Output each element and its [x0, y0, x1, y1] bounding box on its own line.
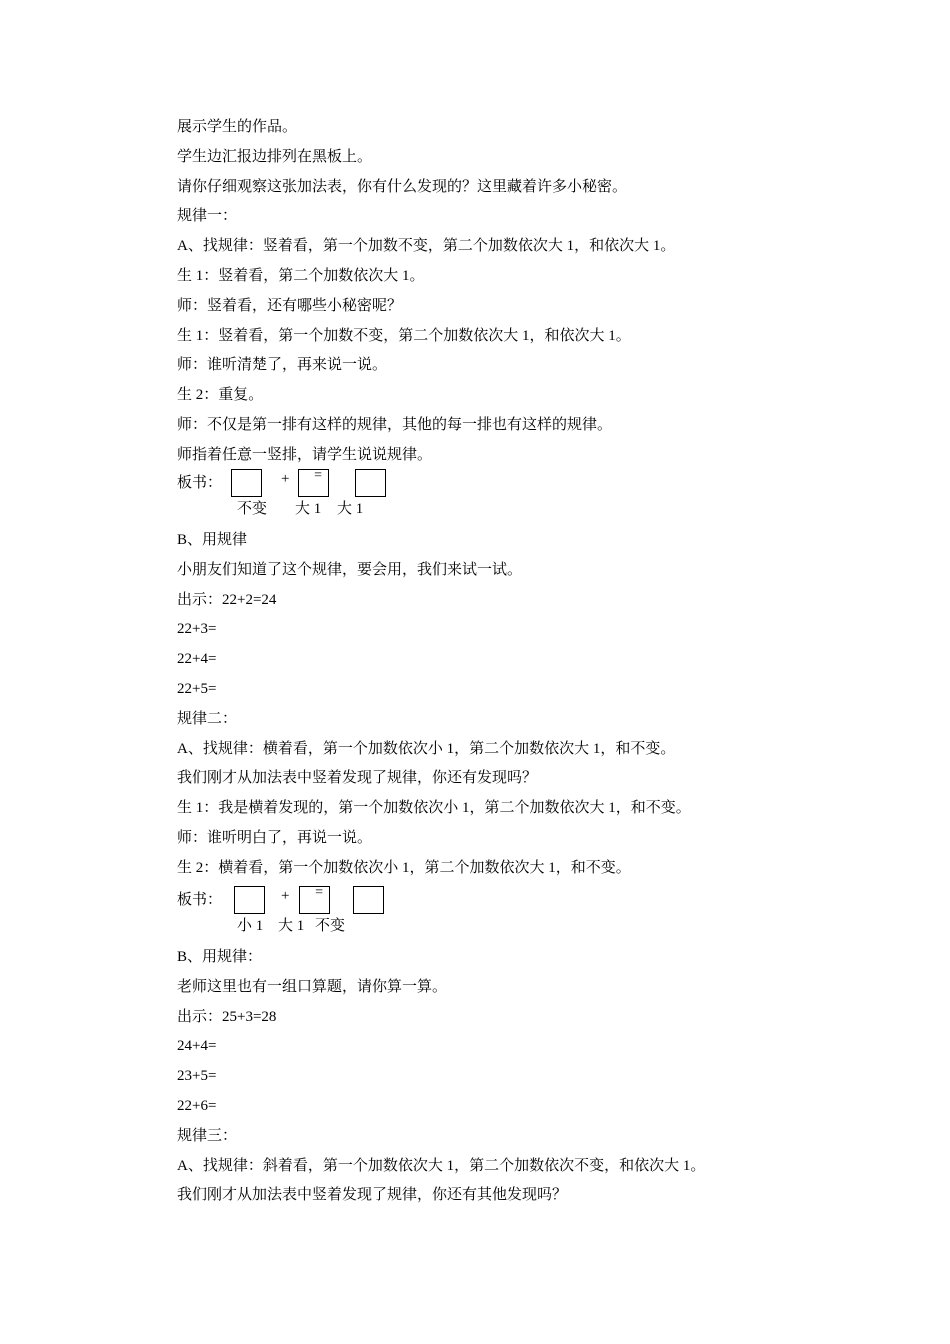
text-line: 小朋友们知道了这个规律，要会用，我们来试一试。 — [177, 561, 523, 578]
text-line: 生 2：横着看，第一个加数依次小 1，第二个加数依次大 1，和不变。 — [177, 859, 631, 876]
text-line: 师：谁听明白了，再说一说。 — [177, 830, 373, 846]
text-line: A、找规律：横着看，第一个加数依次小 1，第二个加数依次大 1，和不变。 — [177, 740, 676, 757]
text-line: 展示学生的作品。 — [177, 119, 298, 135]
text-line: 我们刚才从加法表中竖着发现了规律，你还有发现吗？ — [177, 770, 538, 787]
text-line: 生 1：竖着看，第二个加数依次大 1。 — [177, 268, 425, 284]
text-line: 生 2：重复。 — [177, 387, 264, 404]
text-line: A、找规律：斜着看，第一个加数依次大 1，第二个加数依次不变，和依次大 1。 — [177, 1157, 706, 1174]
blank-box — [231, 469, 262, 497]
board-note: 小 1 — [237, 918, 264, 934]
board-note: 不变 — [315, 918, 346, 934]
board-diagram-1 — [177, 469, 577, 529]
text-line: 规律三： — [177, 1127, 238, 1144]
text-line: 22+3= — [177, 621, 217, 638]
text-line: B、用规律： — [177, 949, 263, 965]
text-line: B、用规律 — [177, 532, 248, 548]
blank-box — [299, 886, 330, 914]
text-line: A、找规律：竖着看，第一个加数不变，第二个加数依次大 1，和依次大 1。 — [177, 238, 676, 255]
text-line: 师：不仅是第一排有这样的规律，其他的每一排也有这样的规律。 — [177, 417, 613, 433]
board-diagram-2 — [177, 886, 577, 946]
board-note: 大 1 — [278, 918, 305, 934]
text-line: 24+4= — [177, 1038, 217, 1055]
blank-box — [353, 886, 384, 914]
equals-sign: = — [315, 885, 323, 900]
text-line: 规律二： — [177, 710, 238, 727]
blank-box — [298, 469, 329, 497]
plus-sign: + — [281, 888, 290, 904]
text-line: 生 1：我是横着发现的，第一个加数依次小 1，第二个加数依次大 1，和不变。 — [177, 800, 691, 817]
text-line: 22+4= — [177, 651, 217, 668]
board-note: 不变 — [237, 501, 268, 517]
text-line: 请你仔细观察这张加法表，你有什么发现的？这里藏着许多小秘密。 — [177, 178, 628, 195]
text-line: 学生边汇报边排列在黑板上。 — [177, 148, 373, 165]
plus-sign: + — [281, 471, 290, 487]
board-note: 大 1 — [295, 501, 322, 517]
equals-sign: = — [314, 468, 322, 483]
blank-box — [234, 886, 265, 914]
text-line: 生 1：竖着看，第一个加数不变，第二个加数依次大 1，和依次大 1。 — [177, 327, 631, 344]
text-line: 22+5= — [177, 681, 217, 697]
text-line: 师：竖着看，还有哪些小秘密呢？ — [177, 297, 403, 314]
text-line: 规律一： — [177, 208, 238, 225]
board-label: 板书： — [177, 892, 223, 908]
board-label: 板书： — [177, 475, 223, 491]
text-line: 23+5= — [177, 1068, 217, 1085]
board-note: 大 1 — [337, 501, 364, 517]
text-line: 出示：22+2=24 — [177, 591, 277, 608]
blank-box — [355, 469, 386, 497]
text-line: 师指着任意一竖排，请学生说说规律。 — [177, 446, 433, 463]
text-line: 师：谁听清楚了，再来说一说。 — [177, 357, 388, 374]
text-line: 我们刚才从加法表中竖着发现了规律，你还有其他发现吗？ — [177, 1187, 568, 1204]
text-line: 22+6= — [177, 1098, 217, 1114]
text-line: 出示：25+3=28 — [177, 1008, 277, 1025]
text-line: 老师这里也有一组口算题，请你算一算。 — [177, 978, 448, 995]
